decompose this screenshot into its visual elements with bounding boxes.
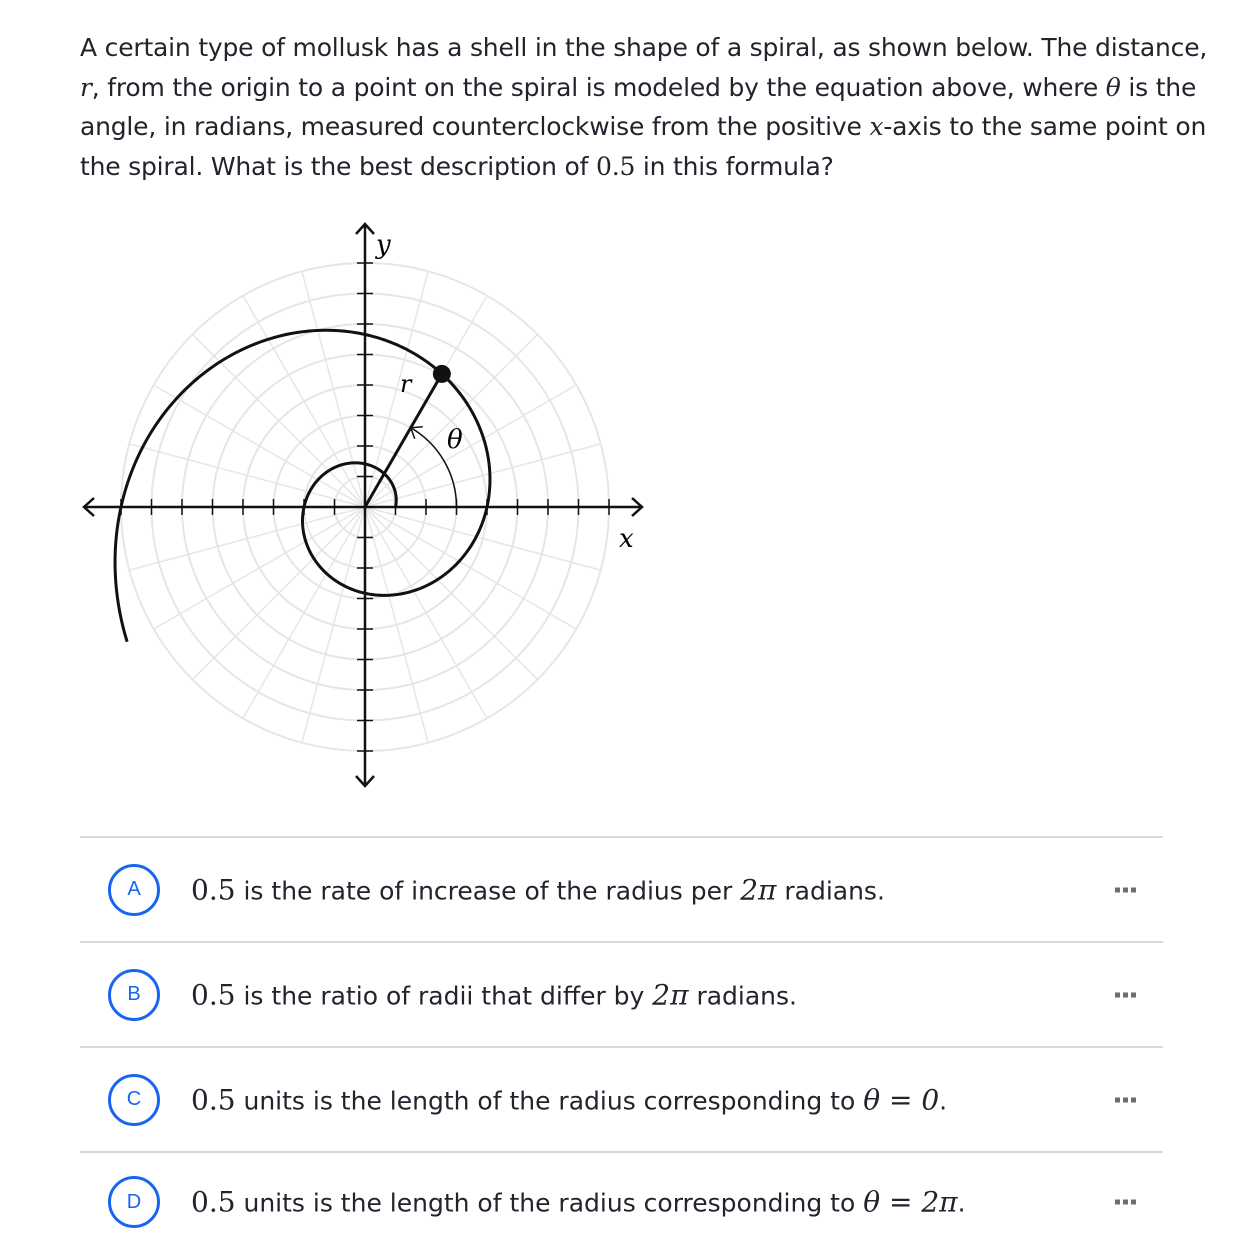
grid-ray <box>129 507 365 570</box>
grid-ray <box>365 507 487 718</box>
choice-a[interactable] <box>80 836 1163 941</box>
grid-ray <box>154 385 365 507</box>
var-x: x <box>869 112 884 141</box>
grid-ray <box>365 444 601 507</box>
question-text: A certain type of mollusk has a shell in the shape of a spiral, as shown below. The distance, r, from the origin to a point on the spiral is modeled by the equation above, where θ is the angle, in radians, measured counterclockwise from the positive x-axis to the same point on the spiral. What is the best description of 0.5 in this formula? <box>80 33 1208 181</box>
answer-choices <box>80 836 1163 1240</box>
value-half: 0.5 <box>596 151 636 181</box>
grid-ray <box>365 271 428 507</box>
choice-c[interactable] <box>80 1046 1163 1151</box>
more-options-icon[interactable] <box>1115 1200 1136 1205</box>
grid-ray <box>365 507 428 743</box>
choice-text-d: 0.5 units is the length of the radius corresponding to θ = 2π. <box>191 1185 966 1219</box>
var-r: r <box>80 72 92 102</box>
grid-ray <box>243 296 365 507</box>
choice-letter-c[interactable]: C <box>108 1074 160 1126</box>
choice-letter-d[interactable]: D <box>108 1176 160 1228</box>
choice-text-a: 0.5 is the rate of increase of the radius per 2π radians. <box>191 873 885 906</box>
y-axis-label: y <box>376 230 391 260</box>
choice-b[interactable] <box>80 941 1163 1046</box>
more-options-icon[interactable] <box>1115 1097 1136 1102</box>
choice-letter-a[interactable]: A <box>108 864 160 916</box>
var-theta: θ <box>1105 72 1121 102</box>
grid-ray <box>302 271 365 507</box>
more-options-icon[interactable] <box>1115 887 1136 892</box>
grid-ray <box>192 334 365 507</box>
more-options-icon[interactable] <box>1115 992 1136 997</box>
grid-ray <box>365 507 576 629</box>
grid-ray <box>365 507 601 570</box>
theta-label: θ <box>447 425 463 455</box>
grid-ray <box>302 507 365 743</box>
grid-ray <box>365 507 538 680</box>
grid-ray <box>365 385 576 507</box>
spiral-point <box>433 365 451 383</box>
grid-ray <box>154 507 365 629</box>
choice-d[interactable] <box>80 1151 1163 1240</box>
x-axis-label: x <box>619 524 634 554</box>
choice-text-b: 0.5 is the ratio of radii that differ by 2π radians. <box>191 978 797 1011</box>
choice-text-c: 0.5 units is the length of the radius corresponding to θ = 0. <box>191 1083 948 1116</box>
grid-ray <box>192 507 365 680</box>
polar-graph <box>70 212 670 812</box>
choice-letter-b[interactable]: B <box>108 969 160 1021</box>
r-label: r <box>400 370 412 398</box>
grid-ray <box>129 444 365 507</box>
spiral-figure <box>70 212 670 812</box>
